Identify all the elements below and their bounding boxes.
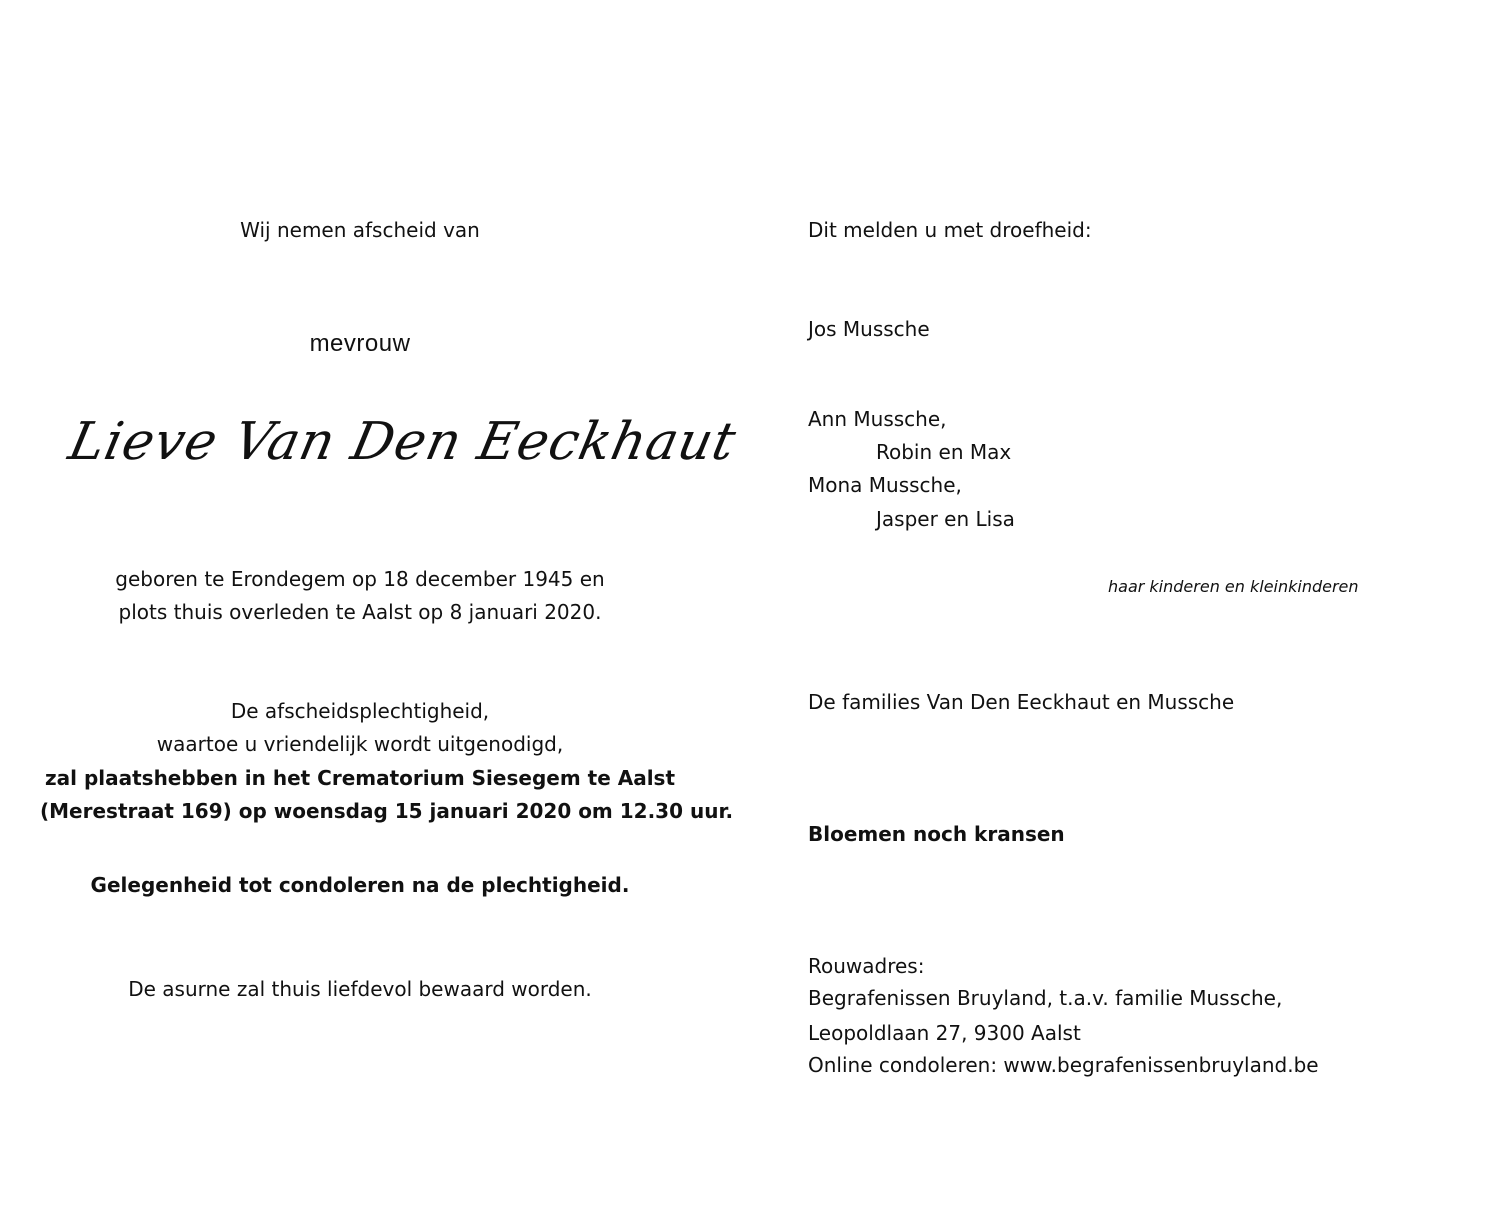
ceremony-line-1: De afscheidsplechtigheid,: [230, 699, 490, 723]
address-label: Rouwadres:: [808, 954, 925, 978]
birth-line-1: geboren te Erondegem op 18 december 1945 en: [115, 567, 605, 591]
address-line-2: Leopoldlaan 27, 9300 Aalst: [808, 1021, 1081, 1045]
address-line-1: Begrafenissen Bruyland, t.a.v. familie Mussche,: [808, 986, 1283, 1010]
online-condolence: Online condoleren: www.begrafenissenbruyland.be: [808, 1053, 1319, 1077]
grandchildren-2: Jasper en Lisa: [876, 507, 1015, 531]
families-text: De families Van Den Eeckhaut en Mussche: [808, 690, 1235, 714]
ceremony-line-3: zal plaatshebben in het Crematorium Siesegem te Aalst: [44, 766, 676, 790]
deceased-name: Lieve Van Den Eeckhaut: [63, 412, 742, 472]
intro-text: Wij nemen afscheid van: [240, 218, 480, 242]
ceremony-line-4: (Merestraat 169) op woensdag 15 januari 2020 om 12.30 uur.: [40, 799, 734, 823]
urn-text: De asurne zal thuis liefdevol bewaard worden.: [128, 977, 592, 1001]
child-1-name: Ann Mussche,: [808, 407, 947, 431]
ceremony-line-2: waartoe u vriendelijk wordt uitgenodigd,: [156, 732, 564, 756]
grandchildren-1: Robin en Max: [876, 440, 1012, 464]
announcement-intro: Dit melden u met droefheid:: [808, 218, 1092, 242]
spouse-name: Jos Mussche: [808, 317, 930, 341]
relation-caption: haar kinderen en kleinkinderen: [1108, 577, 1359, 596]
title-text: mevrouw: [309, 330, 411, 357]
flowers-notice: Bloemen noch kransen: [808, 822, 1065, 846]
birth-line-2: plots thuis overleden te Aalst op 8 januari 2020.: [118, 600, 602, 624]
child-2-name: Mona Mussche,: [808, 473, 962, 497]
condolence-text: Gelegenheid tot condoleren na de plechtigheid.: [90, 873, 630, 897]
